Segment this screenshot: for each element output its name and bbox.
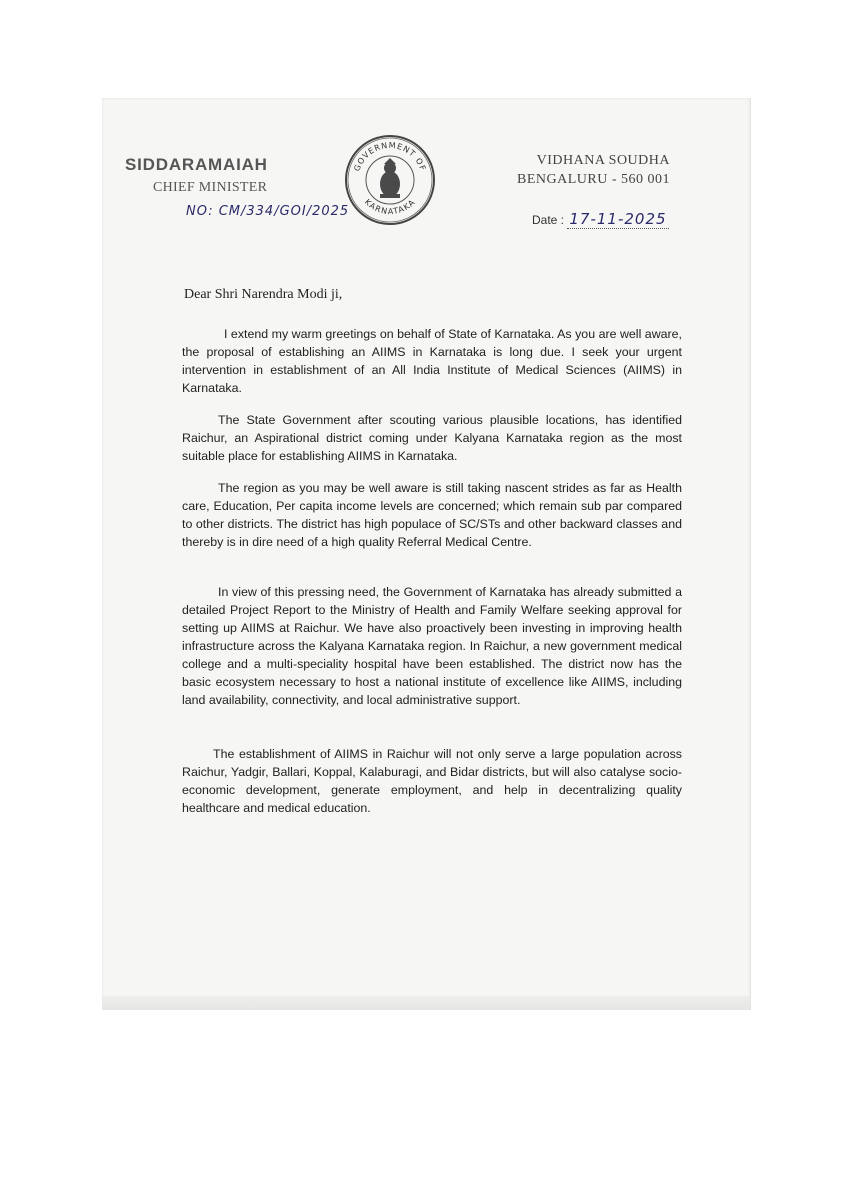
salutation: Dear Shri Narendra Modi ji, [184, 287, 343, 302]
paragraph-3: The region as you may be well aware is still taking nascent strides as far as Health care, Education, Per capita income levels are concerned; which remain sub par compared to other districts. The district has high populace of SC/STs and other backward classes and thereby is in dire need of a high quality Referral Medical Centre. [182, 481, 682, 549]
paragraph-4: In view of this pressing need, the Government of Karnataka has already submitted a detailed Project Report to the Ministry of Health and Family Welfare seeking approval for setting up AIIMS at Raichur. We have also proactively been investing in improving health infrastructure across the Kalyana Karnataka region. In Raichur, a new government medical college and a multi-speciality hospital have been established. The district now has the basic ecosystem necessary to host a national institute of excellence like AIIMS, including land availability, connectivity, and local administrative support. [182, 585, 682, 707]
government-seal-icon [344, 134, 436, 226]
date-field [532, 210, 669, 228]
scanned-page [102, 98, 751, 1010]
sender-designation: CHIEF MINISTER [153, 180, 268, 195]
sender-name: SIDDARAMAIAH [125, 155, 268, 174]
paragraph-2: The State Government after scouting various plausible locations, has identified Raichur, an Aspirational district coming under Kalyana Karnataka region as the most suitable place for establishing AIIMS in Karnataka. [182, 413, 682, 463]
address-line-1: VIDHANA SOUDHA [536, 153, 670, 168]
address-line-2: BENGALURU - 560 001 [517, 172, 670, 187]
paragraph-1: I extend my warm greetings on behalf of State of Karnataka. As you are well aware, the proposal of establishing an AIIMS in Karnataka is long due. I seek your urgent intervention in establishment of an All India Institute of Medical Sciences (AIIMS) in Karnataka. [182, 327, 682, 395]
scan-edge [102, 996, 750, 1010]
date-value: 17-11-2025 [569, 210, 667, 228]
office-address [517, 151, 670, 189]
svg-text:KARNATAKA: KARNATAKA [362, 197, 418, 217]
date-label: Date : [532, 213, 565, 227]
svg-text:GOVERNMENT OF: GOVERNMENT OF [352, 140, 428, 173]
paragraph-5: The establishment of AIIMS in Raichur will not only serve a large population across Raichur, Yadgir, Ballari, Koppal, Kalaburagi, and Bidar districts, but will also catalyse socio-economic development, generate employment, and help in decentralizing quality healthcare and medical education. [182, 747, 682, 815]
reference-number: NO: CM/334/GOI/2025 [186, 204, 350, 219]
